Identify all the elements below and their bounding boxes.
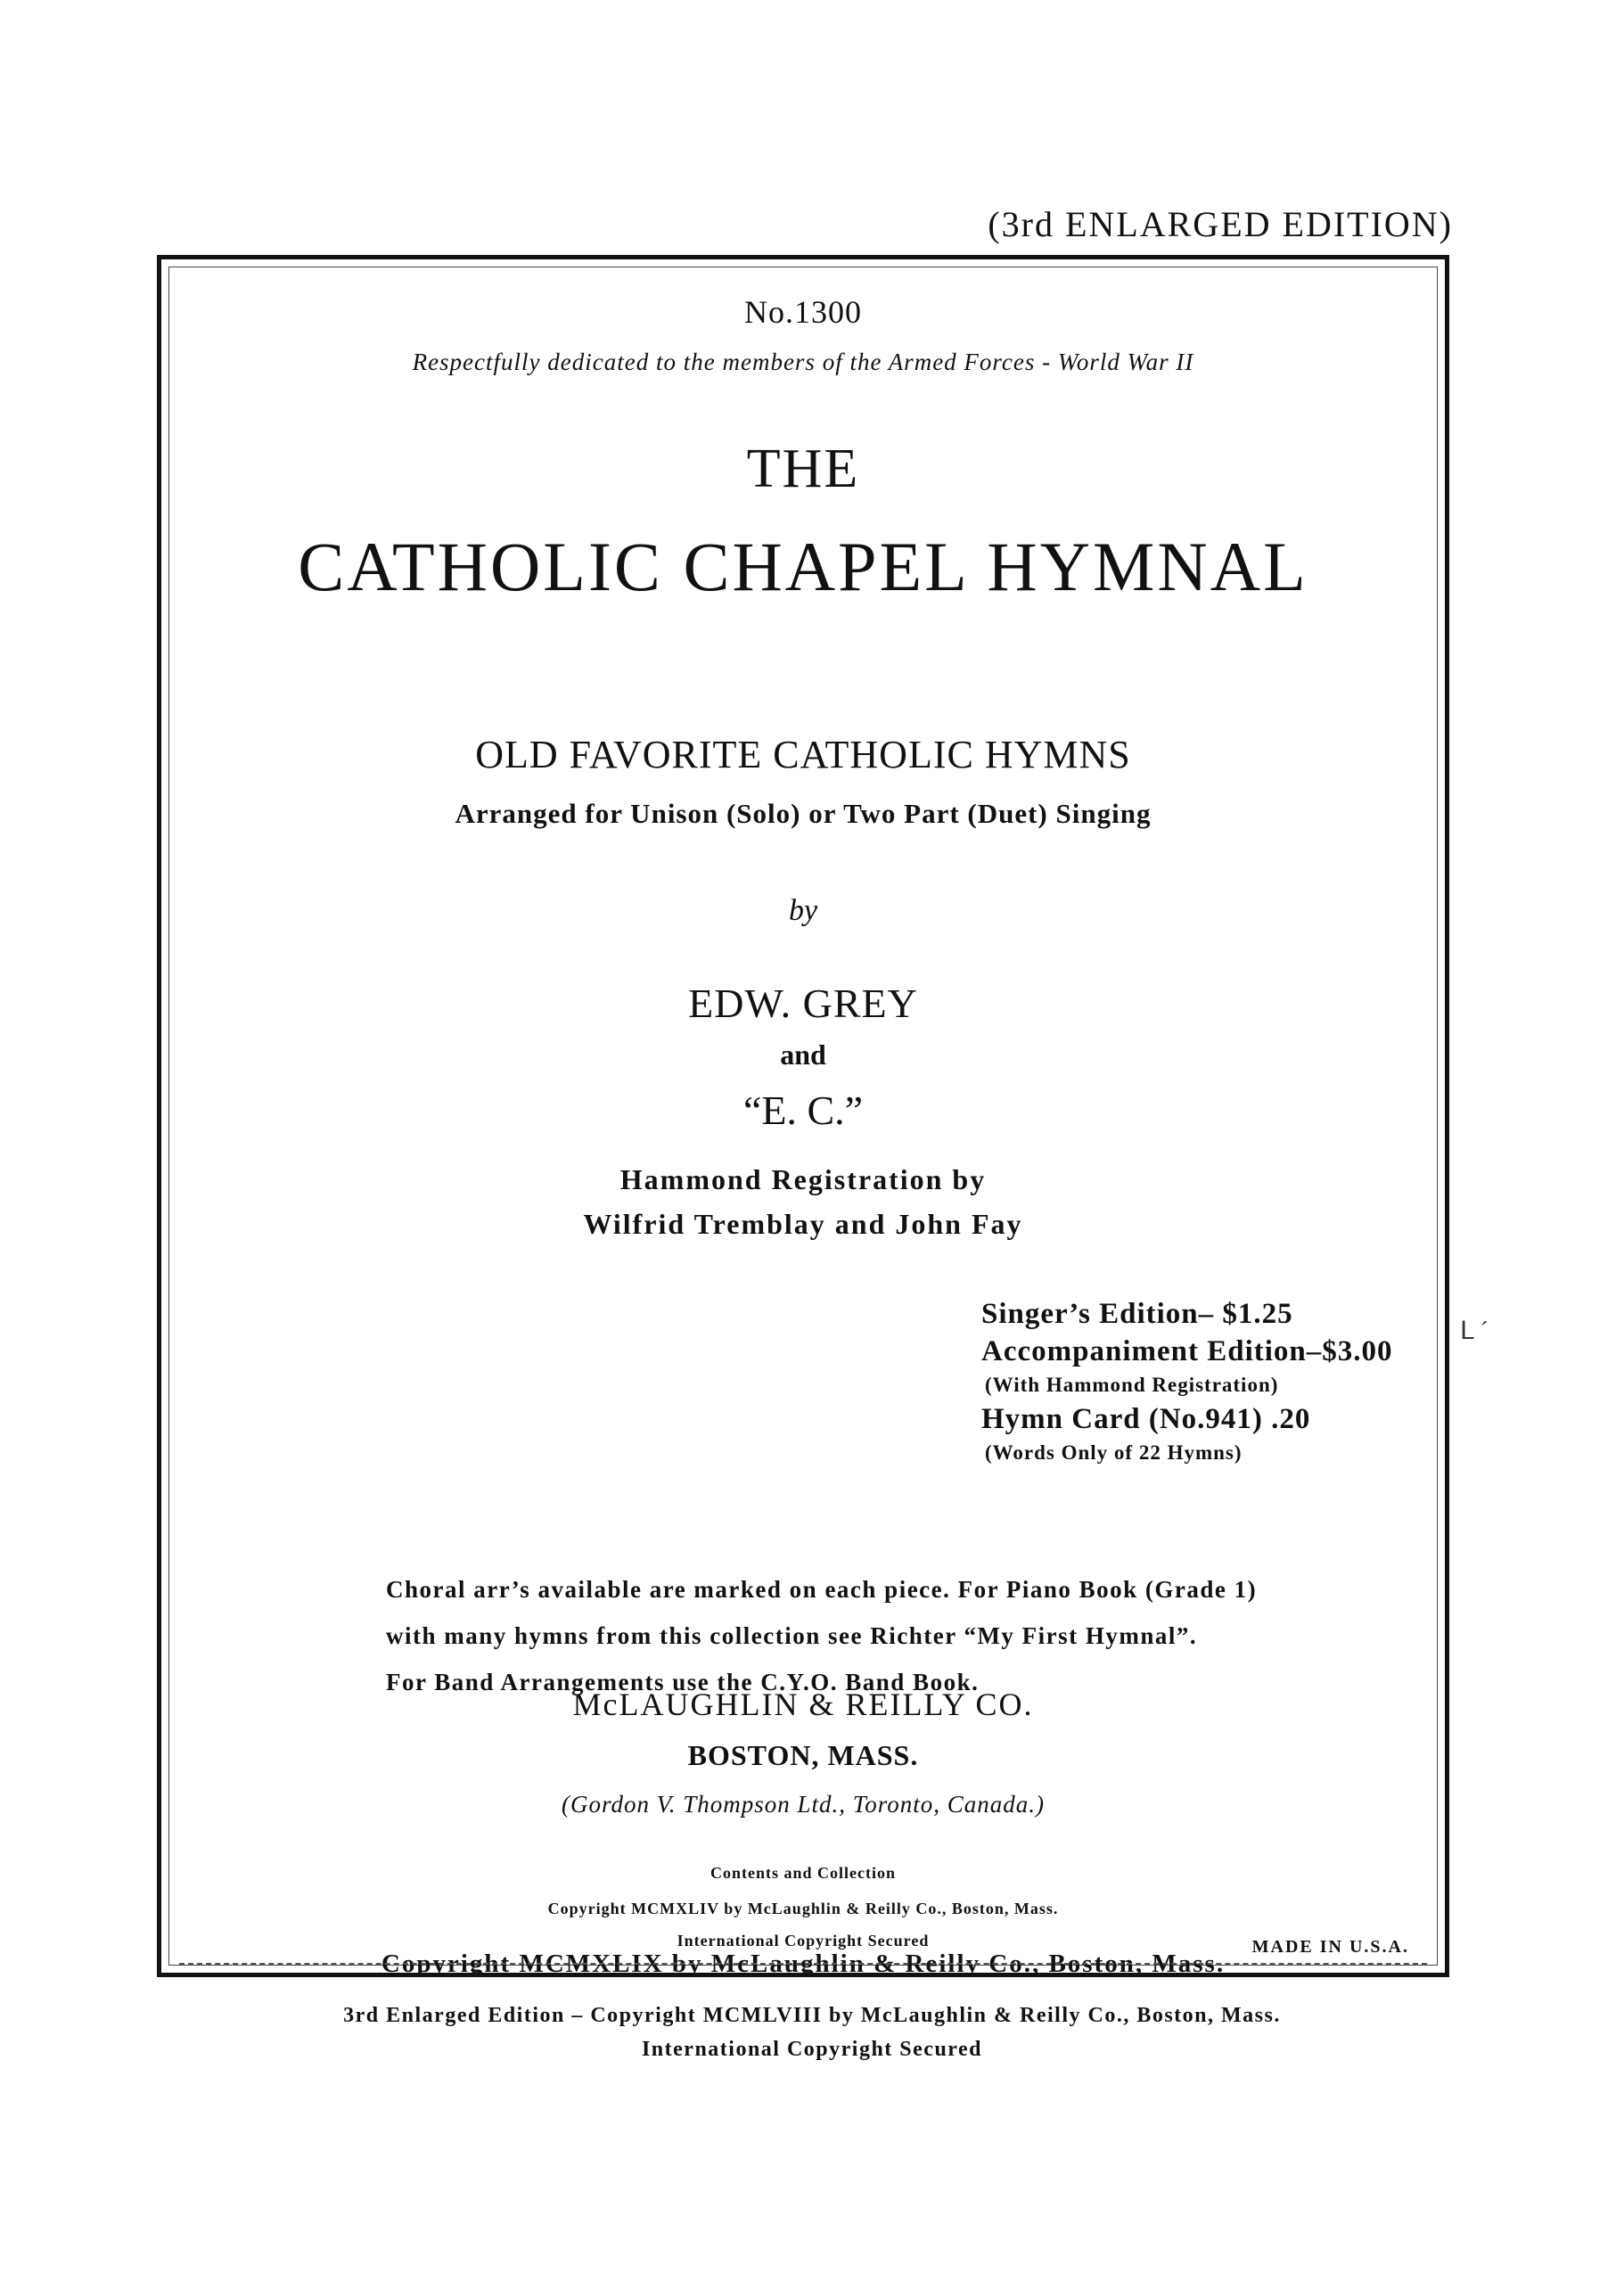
arrangement-note: Arranged for Unison (Solo) or Two Part (Duet) Singing — [455, 798, 1152, 829]
catalog-number: No.1300 — [744, 294, 862, 330]
subtitle: OLD FAVORITE CATHOLIC HYMNS — [475, 733, 1131, 776]
contents-intl-copyright: International Copyright Secured — [677, 1932, 930, 1950]
price-hymn-card: Hymn Card (No.941) .20 — [981, 1403, 1311, 1435]
author-grey: EDW. GREY — [688, 981, 918, 1026]
choral-line: Choral arr’s available are marked on each piece. For Piano Book (Grade 1) — [386, 1576, 1258, 1603]
page-title: CATHOLIC CHAPEL HYMNAL — [298, 528, 1308, 605]
registration-authors: Wilfrid Tremblay and John Fay — [583, 1208, 1023, 1240]
canadian-agent: (Gordon V. Thompson Ltd., Toronto, Canada.) — [561, 1791, 1046, 1818]
dedication: Respectfully dedicated to the members of the Armed Forces - World War II — [412, 349, 1194, 375]
made-in-label: MADE IN U.S.A. — [1251, 1937, 1409, 1957]
publisher-name: McLAUGHLIN & REILLY CO. — [572, 1687, 1034, 1722]
choral-note — [386, 1566, 1257, 1705]
footer-intl-copyright: International Copyright Secured — [641, 2038, 983, 2061]
choral-line: with many hymns from this collection see Richter “My First Hymnal”. — [386, 1622, 1198, 1649]
hammond-registration: Hammond Registration by — [619, 1163, 987, 1195]
price-accompaniment-note: (With Hammond Registration) — [985, 1374, 1279, 1396]
title-the: THE — [746, 439, 860, 499]
contents-copyright-title: Contents and Collection — [709, 1864, 896, 1882]
bottom-divider — [179, 1963, 1427, 1967]
price-list — [981, 1295, 1393, 1468]
price-accompaniment: Accompaniment Edition–$3.00 — [981, 1335, 1393, 1367]
author-ec: “E. C.” — [742, 1088, 864, 1133]
main-copyright: Copyright MCMXLIX by McLaughlin & Reilly Co., Boston, Mass. — [381, 1950, 1226, 1978]
and-label: and — [780, 1038, 826, 1071]
footer-copyright: 3rd Enlarged Edition – Copyright MCMLVIII by McLaughlin & Reilly Co., Boston, Mass. — [343, 2004, 1281, 2027]
edition-label: (3rd ENLARGED EDITION) — [988, 204, 1453, 244]
price-singers: Singer’s Edition– $1.25 — [981, 1298, 1293, 1330]
choral-line: For Band Arrangements use the C.Y.O. Band Book. — [386, 1669, 980, 1695]
publisher-city: BOSTON, MASS. — [687, 1739, 919, 1771]
price-hymn-card-note: (Words Only of 22 Hymns) — [985, 1441, 1243, 1464]
by-label: by — [788, 894, 818, 927]
contents-copyright: Copyright MCMXLIV by McLaughlin & Reilly Co., Boston, Mass. — [547, 1900, 1059, 1917]
cover-frame — [157, 255, 1449, 1977]
margin-mark: ᒪ ˊ — [1460, 1317, 1489, 1345]
